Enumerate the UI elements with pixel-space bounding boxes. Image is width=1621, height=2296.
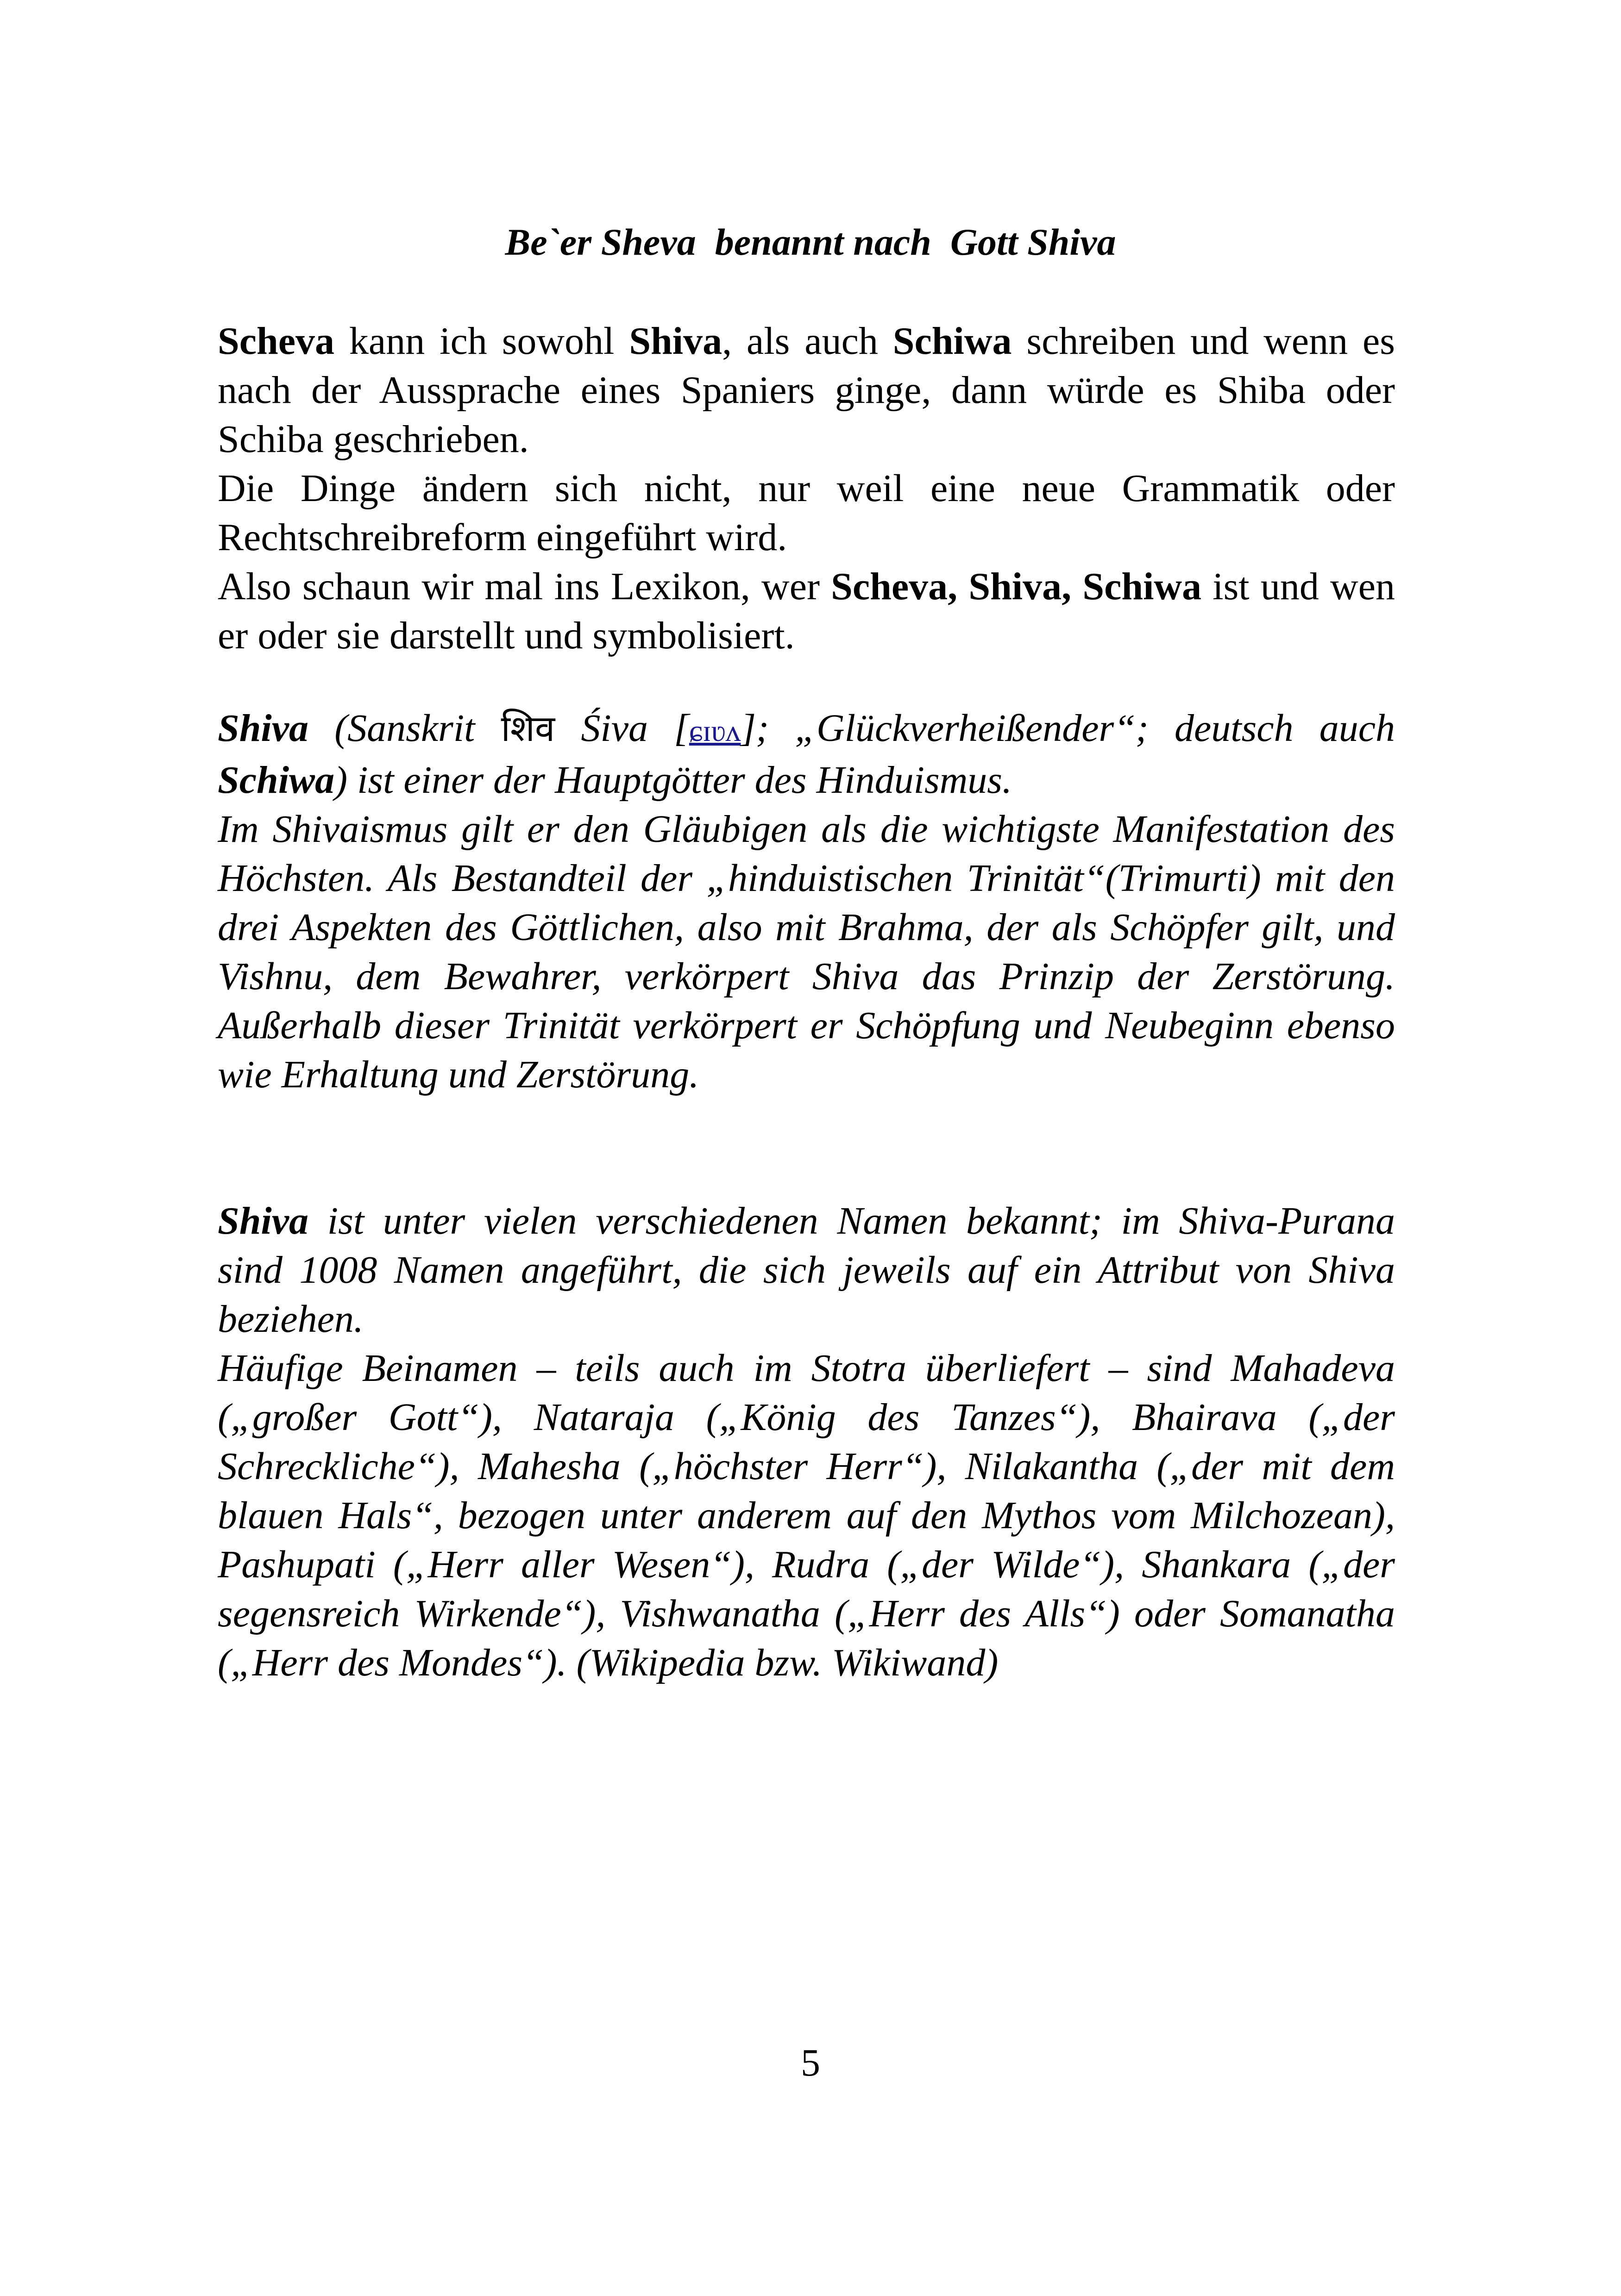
- intro-section: [218, 317, 1395, 660]
- body-text: (Sanskrit: [308, 707, 501, 750]
- definition-paragraph: [218, 704, 1395, 805]
- bold-term: Schiwa: [892, 320, 1012, 363]
- page-number: 5: [801, 2041, 820, 2084]
- definition-section: [218, 704, 1395, 1099]
- bold-term: Shiva: [218, 707, 309, 750]
- definition-paragraph: Im Shivaismus gilt er den Gläubigen als die wichtigste Manifestation des Höchsten. Als Bestandteil der „hinduistischen Trinität“(Trimurti) mit den drei Aspekten des Göttlichen, also mit Brahma, der als Schöpfer gilt, und Vishnu, dem Bewahrer, verkörpert Shiva das Prinzip der Zerstörung. Außerhalb dieser Trinität verkörpert er Schöpfung und Neubeginn ebenso wie Erhaltung und Zerstörung.: [218, 808, 1395, 1096]
- devanagari-word: शिव: [501, 708, 555, 750]
- body-text: kann ich sowohl: [334, 320, 629, 363]
- body-text: ist unter vielen verschiedenen Namen bekannt; im Shiva-Purana sind 1008 Namen angeführt, die sich jeweils auf ein Attribut von Shiva beziehen.: [218, 1199, 1395, 1341]
- names-paragraph: [218, 1197, 1395, 1344]
- body-text: Also schaun wir mal ins Lexikon, wer: [218, 565, 831, 608]
- names-section: [218, 1197, 1395, 1687]
- body-text: ) ist einer der Hauptgötter des Hinduismus.: [334, 759, 1012, 802]
- bold-term: Schiwa: [218, 759, 335, 802]
- body-text: schreiben und wenn es nach der Aussprache eines Spaniers ginge, dann würde es Shiba oder Schiba geschrieben.: [218, 320, 1395, 461]
- body-text: ]; „Glückverheißender“; deutsch auch: [741, 707, 1395, 750]
- intro-paragraph: [218, 562, 1395, 660]
- bold-term: Scheva: [218, 320, 334, 363]
- intro-paragraph: Die Dinge ändern sich nicht, nur weil eine neue Grammatik oder Rechtschreibreform eingeführt wird.: [218, 467, 1395, 559]
- bold-term: Shiva: [218, 1199, 309, 1242]
- bold-term: Shiva: [629, 320, 723, 363]
- bold-term: Scheva, Shiva, Schiwa: [831, 565, 1202, 608]
- page-title: Be`er Sheva benannt nach Gott Shiva: [505, 221, 1116, 263]
- ipa-link[interactable]: ɕɪʋʌ: [689, 714, 741, 748]
- names-paragraph: Häufige Beinamen – teils auch im Stotra überliefert – sind Mahadeva („großer Gott“), Nataraja („König des Tanzes“), Bhairava („der Schreckliche“), Mahesha („höchster Herr“), Nilakantha („der mit dem blauen Hals“, bezogen unter anderem auf den Mythos vom Milchozean), Pashupati („Herr aller Wesen“), Rudra („der Wilde“), Shankara („der segensreich Wirkende“), Vishwanatha („Herr des Alls“) oder Somanatha („Herr des Mondes“). (Wikipedia bzw. Wikiwand): [218, 1347, 1395, 1684]
- body-text: ist und wen er oder sie darstellt und symbolisiert.: [218, 565, 1395, 657]
- body-text: Śiva [: [555, 707, 689, 750]
- intro-paragraph: [218, 317, 1395, 464]
- body-text: , als auch: [722, 320, 893, 363]
